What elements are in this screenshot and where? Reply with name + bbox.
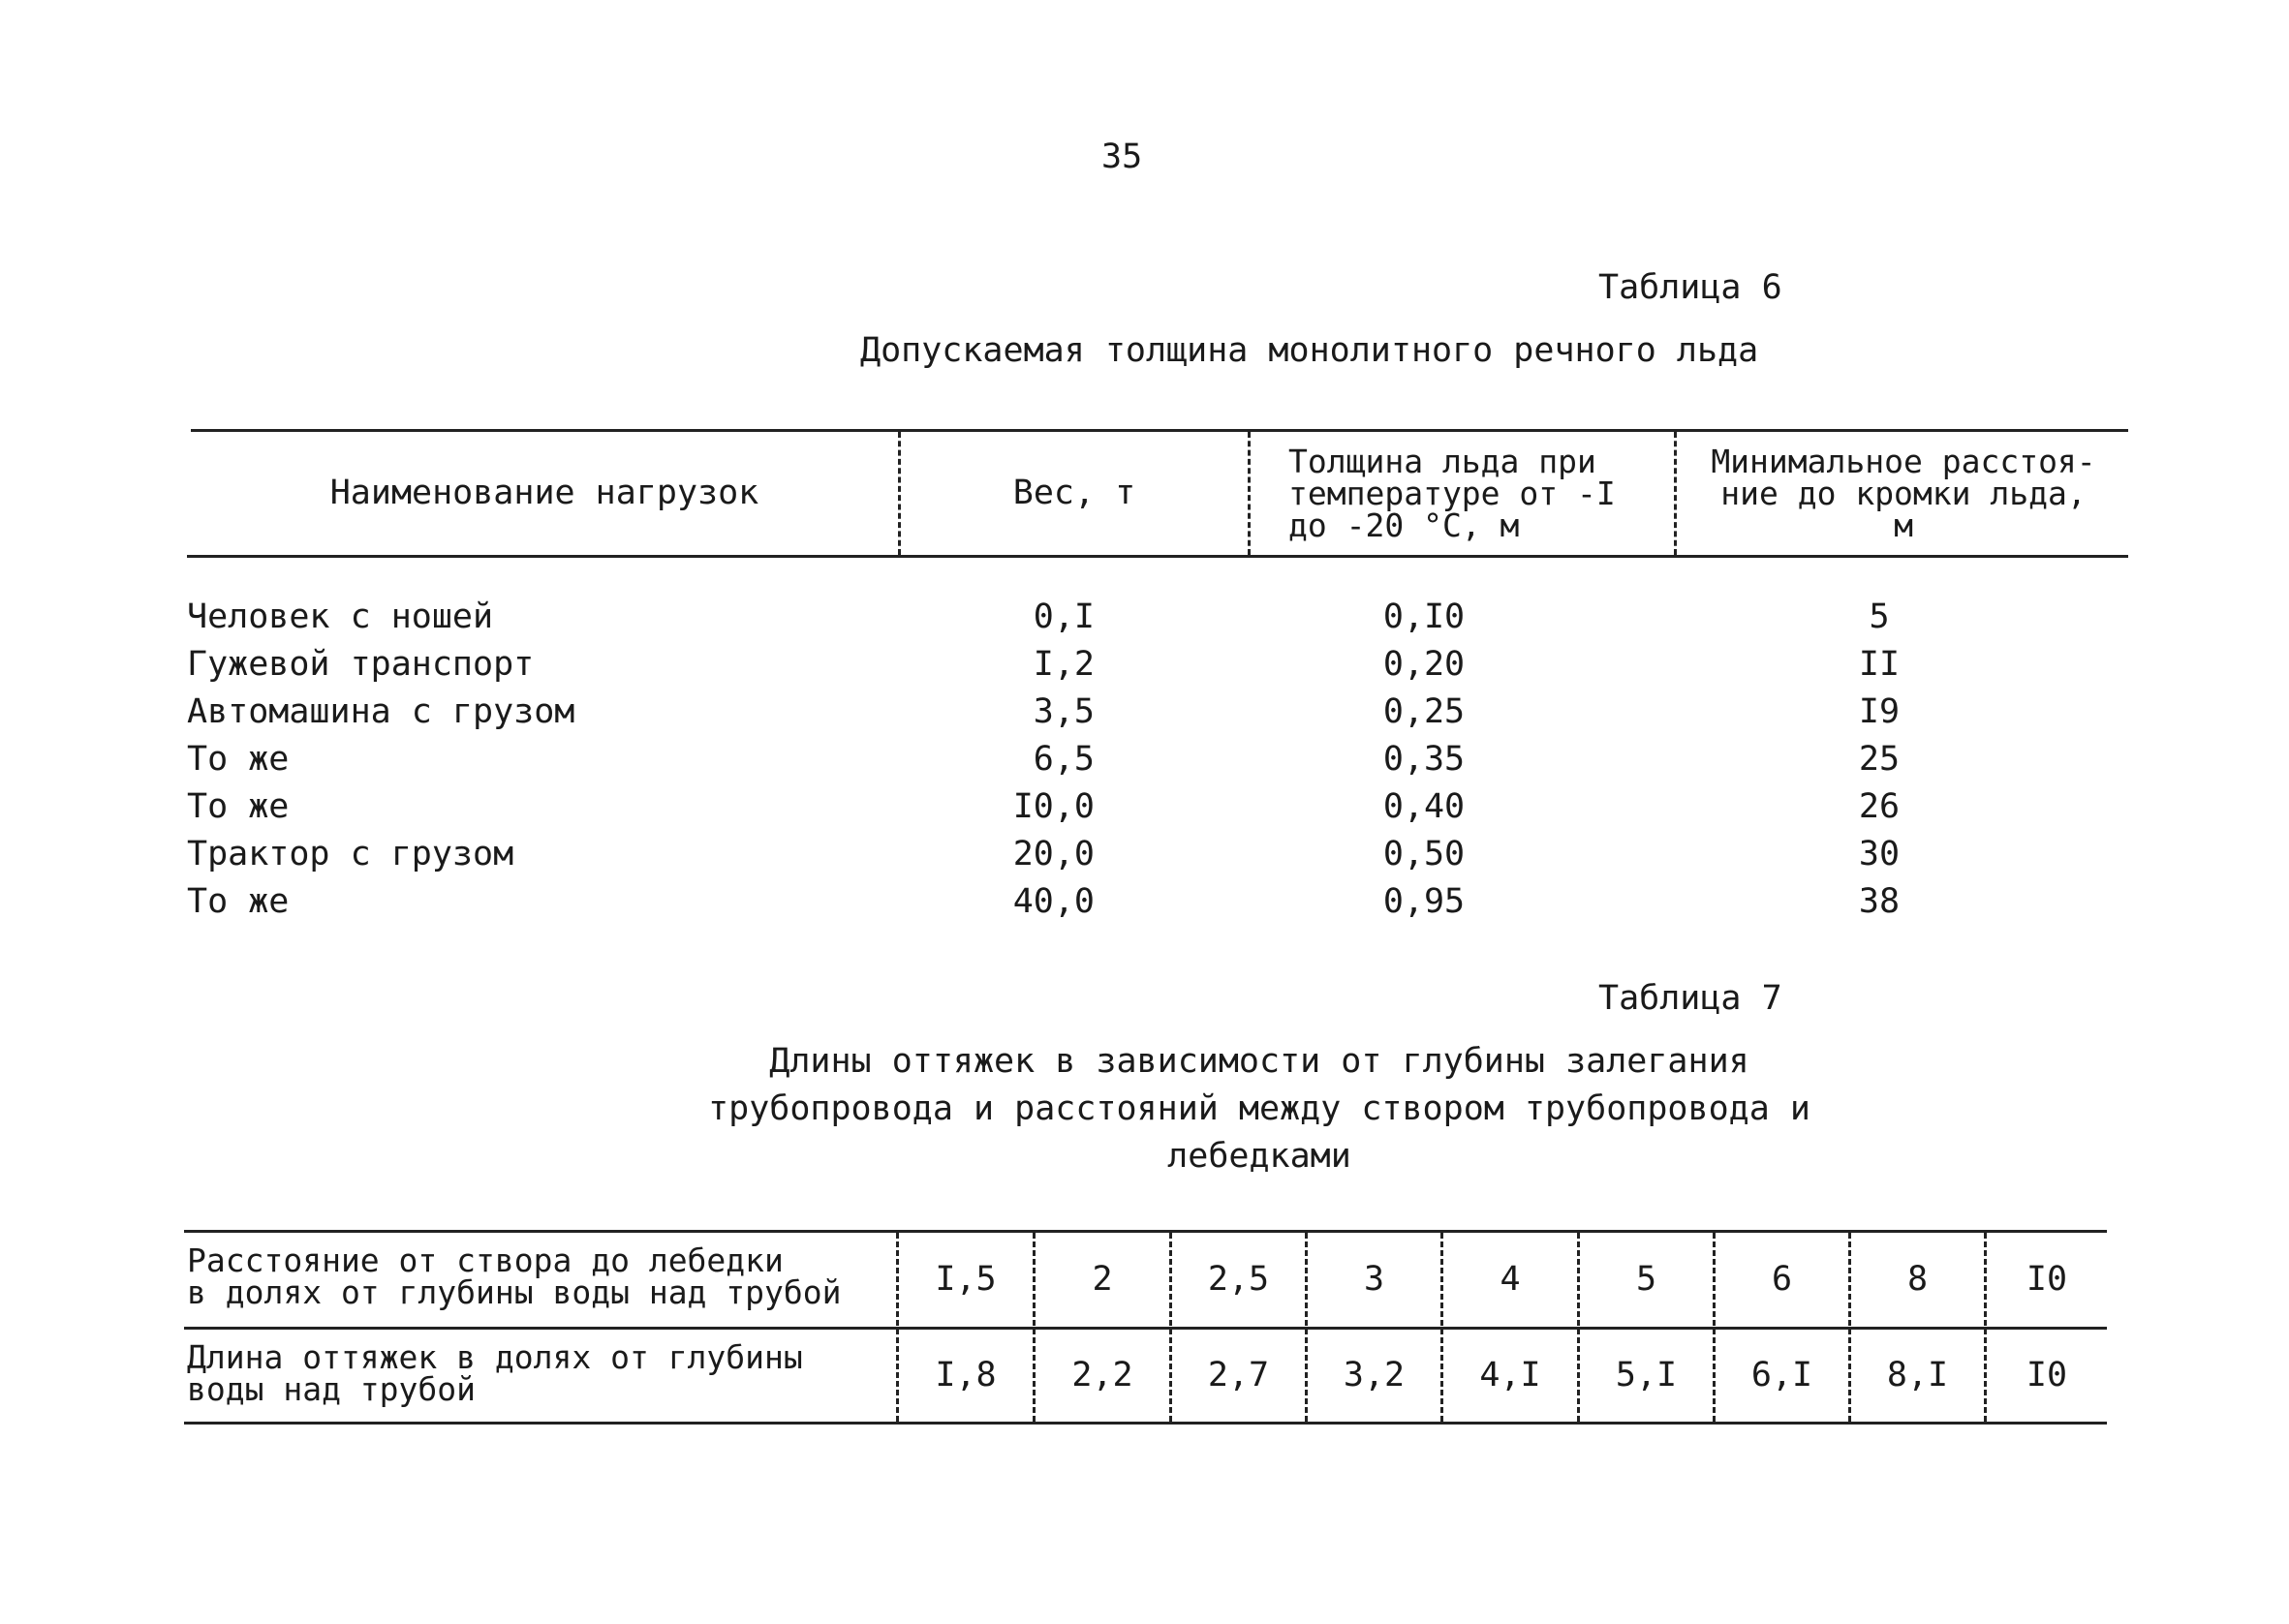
table7-cell: 6 — [1771, 1260, 1793, 1299]
title-line: трубопровода и расстояний между створом трубопровода и — [708, 1089, 1810, 1128]
table6-weight: 40,0 — [1012, 882, 1095, 921]
table6-distance: 5 — [1869, 598, 1890, 636]
table7-cell: I0 — [2026, 1260, 2068, 1299]
table7-cell: 5,I — [1615, 1356, 1678, 1394]
table6-weight: I0,0 — [1012, 787, 1095, 826]
title-line: Длины оттяжек в зависимости от глубины залегания — [769, 1042, 1749, 1081]
table6-thickness: 0,25 — [1382, 692, 1466, 731]
table6-thickness: 0,I0 — [1382, 598, 1466, 636]
table6-thickness: 0,40 — [1382, 787, 1466, 826]
header-line: Минимальное расстоя- — [1711, 443, 2096, 480]
table7-cell: 3,2 — [1343, 1356, 1406, 1394]
table6-distance: 38 — [1858, 882, 1901, 921]
table7-cell: 3 — [1363, 1260, 1385, 1299]
label-line: Длина оттяжек в долях от глубины — [187, 1338, 803, 1376]
table6-weight: 6,5 — [1033, 740, 1095, 779]
table6-load: Гужевой транспорт — [187, 645, 535, 684]
table7-cell: 4 — [1500, 1260, 1521, 1299]
label-line: Расстояние от створа до лебедки — [187, 1241, 784, 1279]
table6-header-rule — [187, 555, 2128, 558]
table7-cell: 5 — [1635, 1260, 1657, 1299]
label-line: воды над трубой — [187, 1370, 477, 1408]
table6-distance: I9 — [1858, 692, 1901, 731]
table6-weight: I,2 — [1033, 645, 1095, 684]
table7-cell: 8 — [1906, 1260, 1929, 1299]
table6-load: То же — [187, 787, 290, 826]
table6-thickness: 0,50 — [1382, 835, 1466, 873]
table6-distance: 30 — [1858, 835, 1901, 873]
table7-cell: I,8 — [935, 1356, 997, 1394]
table6-thickness: 0,95 — [1382, 882, 1466, 921]
table6-header-load: Наименование нагрузок — [329, 474, 759, 512]
table6-header-thickness — [1288, 443, 1616, 544]
table7-cell: 8,I — [1886, 1356, 1949, 1394]
header-line: м — [1894, 506, 1913, 544]
title-line: лебедками — [1167, 1137, 1351, 1176]
table7-cell: I,5 — [935, 1260, 997, 1299]
table7-label: Таблица 7 — [1598, 979, 1782, 1018]
header-line: температуре от -I — [1288, 475, 1616, 512]
table6-col-divider — [1674, 432, 1677, 555]
table6-weight: 3,5 — [1033, 692, 1095, 731]
table6-distance: 26 — [1858, 787, 1901, 826]
table6-load: Человек с ношей — [187, 598, 494, 636]
table6-weight: 20,0 — [1012, 835, 1095, 873]
table6-header-weight: Вес, т — [1012, 474, 1136, 512]
table7-cell: 4,I — [1479, 1356, 1541, 1394]
table7-cell: 2,2 — [1071, 1356, 1133, 1394]
table6-distance: II — [1858, 645, 1901, 684]
table6-thickness: 0,20 — [1382, 645, 1466, 684]
table7-cell: 6,I — [1750, 1356, 1813, 1394]
table6-thickness: 0,35 — [1382, 740, 1466, 779]
table6-weight: 0,I — [1033, 598, 1095, 636]
table7-cell: 2 — [1092, 1260, 1113, 1299]
header-line: ние до кромки льда, — [1720, 475, 2087, 512]
table7-cell: 2,5 — [1207, 1260, 1270, 1299]
table6-header-distance — [1686, 443, 2121, 544]
table6-col-divider — [1248, 432, 1251, 555]
header-line: Толщина льда при — [1288, 443, 1596, 480]
label-line: в долях от глубины воды над трубой — [187, 1273, 842, 1311]
table7-row-label — [187, 1241, 842, 1311]
table7-row-label — [187, 1338, 803, 1408]
table6-load: Автомашина с грузом — [187, 692, 575, 731]
table6-load: Трактор с грузом — [187, 835, 514, 873]
table6-distance: 25 — [1858, 740, 1901, 779]
table7-bottom-rule — [184, 1422, 2107, 1425]
header-line: до -20 °С, м — [1288, 506, 1520, 544]
table7-cell: I0 — [2026, 1356, 2068, 1394]
table7-title — [678, 1038, 1840, 1180]
page-number: 35 — [1101, 138, 1143, 176]
table6-title: Допускаемая толщина монолитного речного льда — [860, 331, 1759, 370]
table6-load: То же — [187, 740, 290, 779]
table7-cell: 2,7 — [1207, 1356, 1270, 1394]
table6-label: Таблица 6 — [1598, 268, 1782, 307]
table6-load: То же — [187, 882, 290, 921]
